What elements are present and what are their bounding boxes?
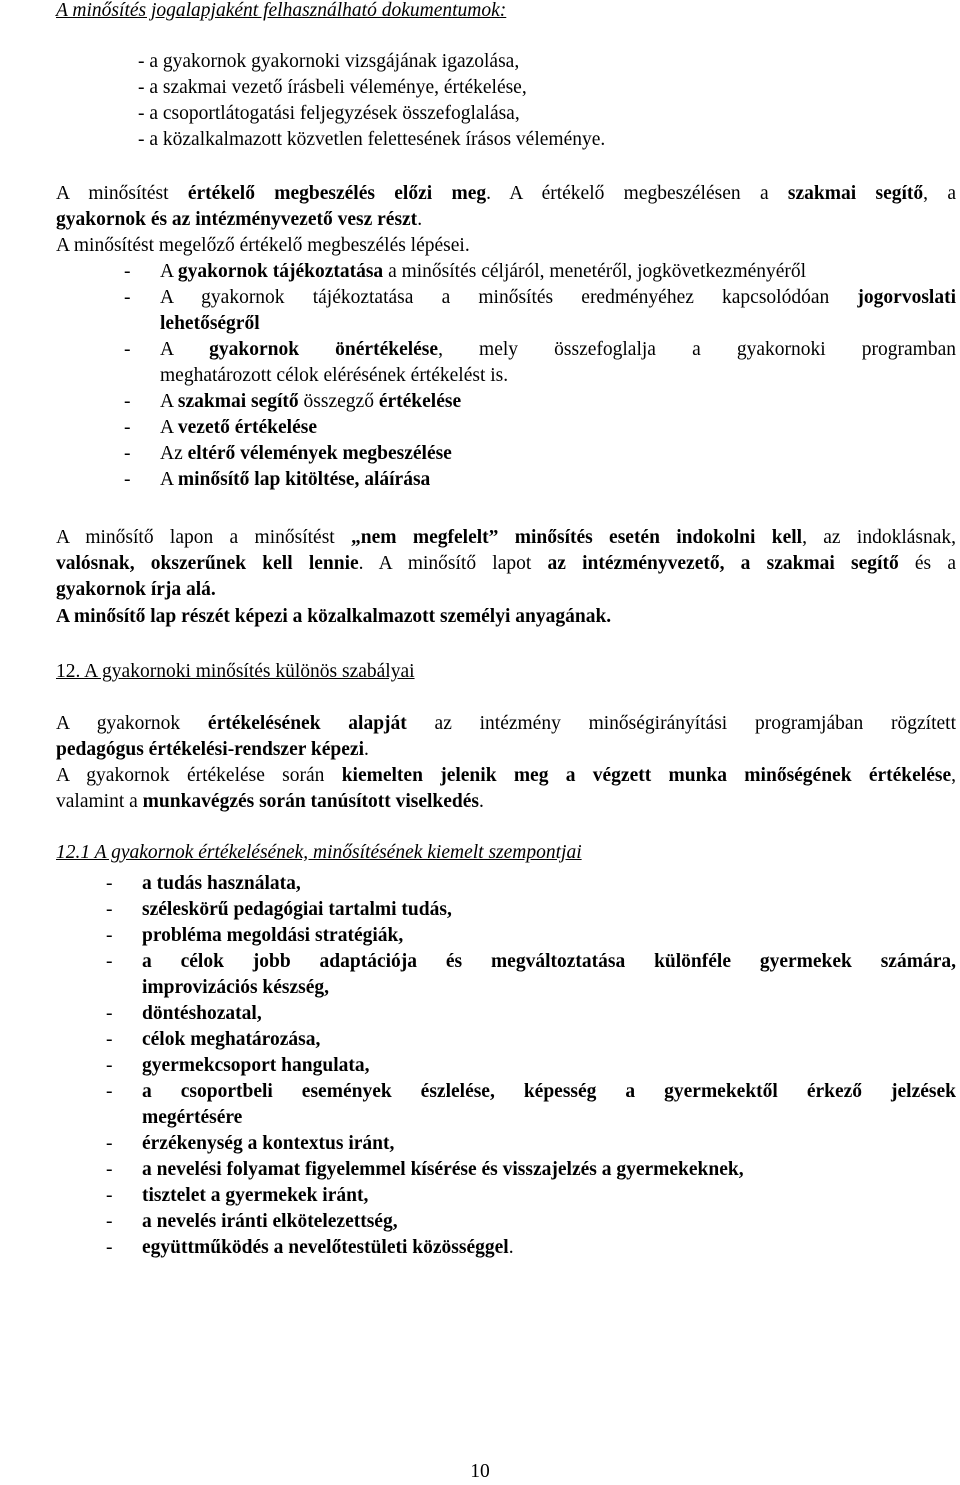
paragraph-steps-intro: A minősítést megelőző értékelő megbeszélés lépései.: [56, 235, 470, 256]
document-list: [138, 49, 605, 153]
paragraph-justification: A minősítő lapon a minősítést „nem megfelelt” minősítés esetén indokolni kell, az indoklásnak, valósnak, okszerűnek kell lennie. A minősítő lapot az intézményvezető, a szakmai segítő és a gyakornok írja alá.: [56, 527, 957, 600]
list-item: - érzékenység a kontextus iránt,: [106, 1133, 395, 1154]
list-item: - A szakmai segítő összegző értékelése: [124, 391, 462, 412]
list-item: - a nevelési folyamat figyelemmel kísérése és visszajelzés a gyermekeknek,: [106, 1159, 744, 1180]
list-item: - a gyakornok gyakornoki vizsgájának igazolása,: [138, 51, 520, 72]
list-item: - a csoportlátogatási feljegyzések összefoglalása,: [138, 103, 520, 124]
list-item: - döntéshozatal,: [106, 1003, 262, 1024]
list-item: - A minősítő lap kitöltése, aláírása: [124, 469, 431, 490]
list-item: - a nevelés iránti elkötelezettség,: [106, 1211, 398, 1232]
list-item: - A vezető értékelése: [124, 417, 317, 438]
paragraph-basis: A gyakornok értékelésének alapját az intézmény minőségirányítási programjában rögzített pedagógus értékelési-rendszer képezi.: [56, 713, 956, 760]
list-item: - a szakmai vezető írásbeli véleménye, értékelése,: [138, 77, 527, 98]
list-item: - együttműködés a nevelőtestületi közösséggel.: [106, 1237, 514, 1258]
list-item: - célok meghatározása,: [106, 1029, 321, 1050]
section-heading-12-1: 12.1 A gyakornok értékelésének, minősítésének kiemelt szempontjai: [56, 842, 582, 863]
paragraph-evaluation-meeting: A minősítést értékelő megbeszélés előzi meg. A értékelő megbeszélésen a szakmai segítő, a gyakornok és az intézményvezető vesz részt.: [56, 183, 957, 230]
list-item: - gyermekcsoport hangulata,: [106, 1055, 370, 1076]
criteria-list: [106, 871, 956, 1261]
section-heading-12: 12. A gyakornoki minősítés különös szabályai: [56, 661, 415, 682]
list-item: - a tudás használata,: [106, 873, 301, 894]
steps-list: [124, 259, 956, 493]
list-item: - a célok jobb adaptációja és megváltoztatása különféle gyermekek számára, improvizációs készség,: [106, 951, 956, 998]
page-number: 10: [470, 1461, 490, 1482]
list-item: - széleskörű pedagógiai tartalmi tudás,: [106, 899, 452, 920]
list-item: - tisztelet a gyermekek iránt,: [106, 1185, 369, 1206]
list-item: - a közalkalmazott közvetlen felettesének írásos véleménye.: [138, 129, 606, 150]
list-item: - A gyakornok tájékoztatása a minősítés eredményéhez kapcsolódóan jogorvoslati lehetőségről: [124, 287, 956, 334]
list-item: - A gyakornok tájékoztatása a minősítés céljáról, menetéről, jogkövetkezményéről: [124, 261, 807, 282]
doc-heading: A minősítés jogalapjaként felhasználható dokumentumok:: [56, 0, 507, 21]
list-item: - Az eltérő vélemények megbeszélése: [124, 443, 452, 464]
paragraph-personal-file: A minősítő lap részét képezi a közalkalmazott személyi anyagának.: [56, 606, 612, 627]
paragraph-emphasis: A gyakornok értékelése során kiemelten jelenik meg a végzett munka minőségének értékelése, valamint a munkavégzés során tanúsított viselkedés.: [56, 765, 956, 812]
list-item: - A gyakornok önértékelése, mely összefoglalja a gyakornoki programban meghatározott célok elérésének értékelést is.: [124, 339, 956, 386]
list-item: - a csoportbeli események észlelése, képesség a gyermekektől érkező jelzések megértésére: [106, 1081, 956, 1128]
list-item: - probléma megoldási stratégiák,: [106, 925, 404, 946]
